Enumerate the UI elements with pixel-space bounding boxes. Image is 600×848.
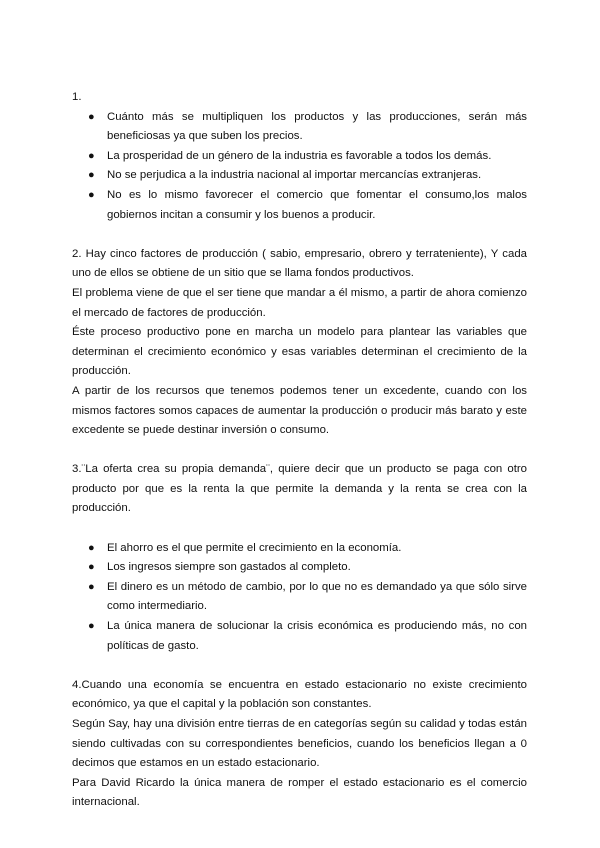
section-3-intro: 3.¨La oferta crea su propia demanda¨, quiere decir que un producto se paga con otro producto por que es la renta la que permite la demanda y la renta se crea con la producción. [72,463,527,515]
section-2-paragraph: 2. Hay cinco factores de producción ( sabio, empresario, obrero y terrateniente), Y cada uno de ellos se obtiene de un sitio que se llama fondos productivos. [72,247,527,280]
section-1-number: 1. [72,91,82,103]
document-page [72,88,527,813]
section-1-list [72,108,527,226]
list-item: ● El dinero es un método de cambio, por lo que no es demandado ya que sólo sirve como intermediario. [72,578,527,617]
section-4-paragraph: Según Say, hay una división entre tierras de en categorías según su calidad y todas están siendo cultivadas con su correspondientes beneficios, cuando los beneficios llegan a 0 decimos que estamos en un estado estacionario. [72,718,527,770]
section-2-paragraph: El problema viene de que el ser tiene que mandar a él mismo, a partir de ahora comienzo el mercado de factores de producción. [72,286,527,319]
bullet-icon: ● [88,580,95,593]
list-item: ● Cuánto más se multipliquen los productos y las producciones, serán más beneficiosas ya que suben los precios. [72,108,527,147]
bullet-icon: ● [88,110,95,123]
list-item: ● El ahorro es el que permite el crecimiento en la economía. [72,539,527,559]
bullet-icon: ● [88,149,95,162]
list-item: ● No se perjudica a la industria nacional al importar mercancías extranjeras. [72,166,527,186]
list-item: ● No es lo mismo favorecer el comercio que fomentar el consumo,los malos gobiernos incitan a consumir y los buenos a producir. [72,186,527,225]
bullet-icon: ● [88,561,95,574]
bullet-icon: ● [88,169,95,182]
bullet-icon: ● [88,620,95,633]
list-item: ● Los ingresos siempre son gastados al completo. [72,558,527,578]
section-3-list [72,539,527,657]
bullet-icon: ● [88,188,95,201]
section-4-paragraph: 4.Cuando una economía se encuentra en estado estacionario no existe crecimiento económico, ya que el capital y la población son constantes. [72,678,527,711]
bullet-icon: ● [88,541,95,554]
list-item: ● La única manera de solucionar la crisis económica es produciendo más, no con políticas de gasto. [72,617,527,656]
section-2-paragraph: A partir de los recursos que tenemos podemos tener un excedente, cuando con los mismos factores somos capaces de aumentar la producción o producir más barato y este excedente se puede destinar inversión o consumo. [72,384,527,437]
section-4-paragraph: Para David Ricardo la única manera de romper el estado estacionario es el comercio internacional. [72,776,527,809]
section-2-paragraph: Éste proceso productivo pone en marcha un modelo para plantear las variables que determinan el crecimiento económico y esas variables determinan el crecimiento de la producción. [72,326,527,378]
list-item: ● La prosperidad de un género de la industria es favorable a todos los demás. [72,147,527,167]
